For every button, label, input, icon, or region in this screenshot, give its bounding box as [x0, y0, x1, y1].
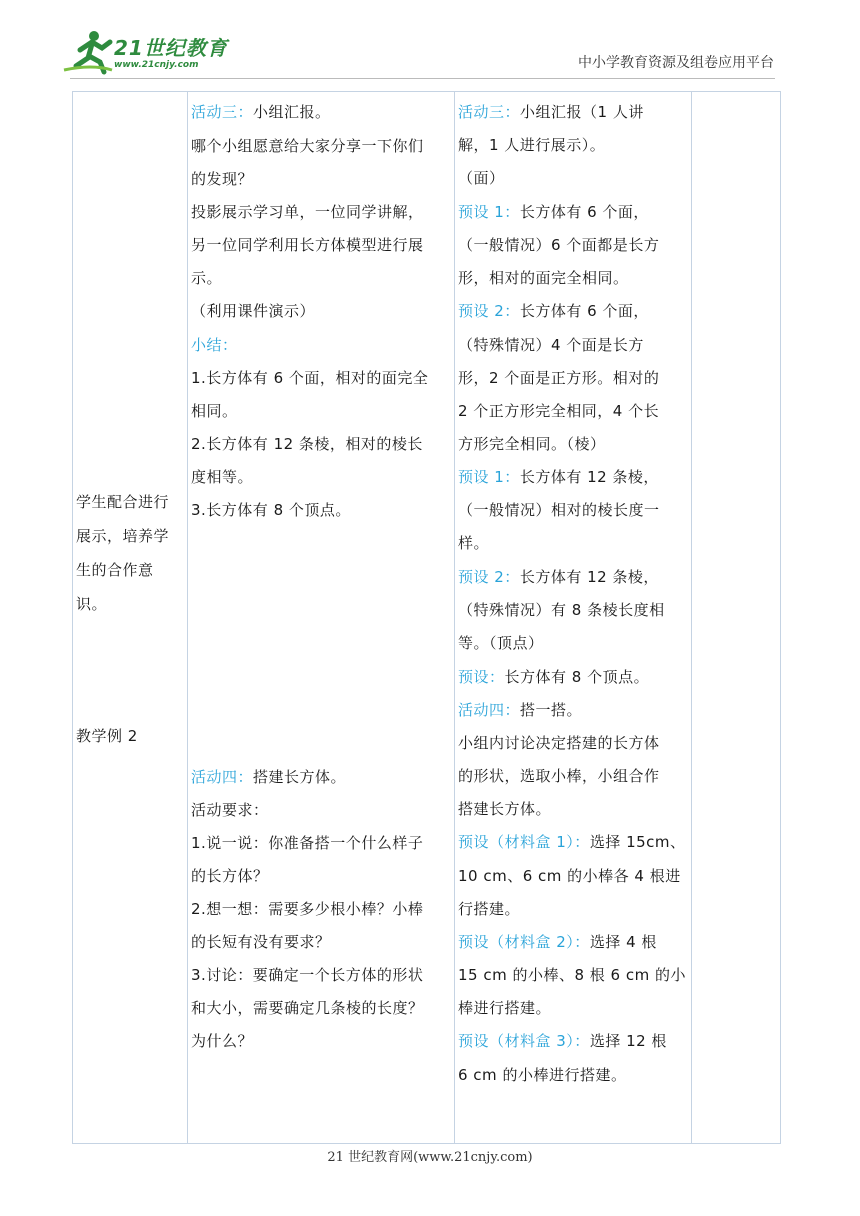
empty-cell — [692, 92, 781, 1144]
teacher-line: 2.长方体有 12 条棱，相对的棱长 — [191, 435, 423, 453]
material-line: 预设（材料盒 3）：选择 12 根 — [458, 1032, 667, 1050]
page-footer: 21 世纪教育网(www.21cnjy.com) — [327, 1150, 533, 1165]
logo-url: www.21cnjy.com — [114, 60, 199, 70]
student-line: 形，2 个面是正方形。相对的 — [458, 369, 660, 387]
student-line: 搭建长方体。 — [458, 800, 552, 818]
student-line: （特殊情况）有 8 条棱长度相 — [458, 601, 665, 619]
teacher-line: 投影展示学习单，一位同学讲解， — [191, 203, 424, 221]
preset-label: 预设： — [458, 668, 505, 686]
summary-label: 小结： — [191, 336, 238, 354]
intent-line: 生的合作意 — [76, 561, 154, 579]
preset-label: 预设 2： — [458, 568, 520, 586]
teacher-line: 和大小，需要确定几条棱的长度？ — [191, 999, 424, 1017]
intent-line: 识。 — [76, 595, 108, 613]
teacher-line: （利用课件演示） — [191, 302, 316, 320]
activity-label: 活动四： — [458, 701, 521, 719]
student-line: 形，相对的面完全相同。 — [458, 269, 629, 287]
teacher-line: 的发现？ — [191, 170, 254, 188]
material-line: 预设（材料盒 2）：选择 4 根 — [458, 933, 657, 951]
student-line: （一般情况）相对的棱长度一 — [458, 501, 660, 519]
student-line: （一般情况）6 个面都是长方 — [458, 236, 660, 254]
student-line: （特殊情况）4 个面是长方 — [458, 336, 644, 354]
activity-heading: 活动三：小组汇报（1 人讲 — [458, 103, 644, 121]
student-line: 解，1 人进行展示）。 — [458, 136, 606, 154]
student-line: 行搭建。 — [458, 900, 521, 918]
student-line: 棒进行搭建。 — [458, 999, 552, 1017]
student-line: （面） — [458, 169, 505, 187]
teacher-line: 2.想一想：需要多少根小棒？小棒 — [191, 900, 424, 918]
intent-line: 教学例 2 — [76, 727, 138, 745]
activity-heading: 活动三：小组汇报。 — [191, 103, 331, 121]
preset-line: 预设 2：长方体有 12 条棱， — [458, 568, 659, 586]
teacher-line: 为什么？ — [191, 1032, 254, 1050]
teacher-line: 的长方体？ — [191, 867, 269, 885]
logo-text: 21世纪教育 — [114, 36, 228, 60]
preset-line: 预设 2：长方体有 6 个面， — [458, 302, 649, 320]
student-line: 样。 — [458, 534, 490, 552]
material-line: 预设（材料盒 1）：选择 15cm、 — [458, 833, 686, 851]
teacher-line: 3.长方体有 8 个顶点。 — [191, 501, 351, 519]
preset-line: 预设 1：长方体有 12 条棱， — [458, 468, 659, 486]
lesson-table — [72, 91, 781, 1144]
teacher-line: 另一位同学利用长方体模型进行展 — [191, 236, 424, 254]
student-line: 6 cm 的小棒进行搭建。 — [458, 1066, 627, 1084]
header-divider — [70, 78, 775, 79]
preset-label: 预设 1： — [458, 203, 520, 221]
teacher-line: 相同。 — [191, 402, 238, 420]
platform-title: 中小学教育资源及组卷应用平台 — [578, 55, 774, 71]
design-intent-cell — [73, 92, 188, 1144]
activity-heading: 活动四：搭一搭。 — [458, 701, 583, 719]
teacher-line: 1.说一说：你准备搭一个什么样子 — [191, 834, 424, 852]
material-label: 预设（材料盒 3）： — [458, 1032, 590, 1050]
teacher-line: 3.讨论：要确定一个长方体的形状 — [191, 966, 424, 984]
teacher-line: 示。 — [191, 269, 223, 287]
material-label: 预设（材料盒 1）： — [458, 833, 590, 851]
student-line: 等。（顶点） — [458, 634, 544, 652]
material-label: 预设（材料盒 2）： — [458, 933, 590, 951]
student-line: 方形完全相同。（棱） — [458, 435, 606, 453]
teacher-line: 活动要求： — [191, 801, 269, 819]
teacher-line: 哪个小组愿意给大家分享一下你们 — [191, 137, 424, 155]
student-line: 15 cm 的小棒、8 根 6 cm 的小 — [458, 966, 687, 984]
student-line: 10 cm、6 cm 的小棒各 4 根进 — [458, 867, 681, 885]
teacher-line: 的长短有没有要求？ — [191, 933, 331, 951]
student-line: 2 个正方形完全相同，4 个长 — [458, 402, 660, 420]
intent-line: 学生配合进行 — [76, 493, 170, 511]
teacher-activity-cell — [188, 92, 455, 1144]
student-activity-cell — [455, 92, 692, 1144]
activity-label: 活动三： — [191, 103, 254, 121]
page-header — [0, 0, 860, 90]
student-line: 的形状，选取小棒，小组合作 — [458, 767, 660, 785]
preset-line: 预设：长方体有 8 个顶点。 — [458, 668, 650, 686]
teacher-line: 1.长方体有 6 个面，相对的面完全 — [191, 369, 429, 387]
preset-line: 预设 1：长方体有 6 个面， — [458, 203, 649, 221]
activity-heading: 活动四：搭建长方体。 — [191, 768, 347, 786]
preset-label: 预设 2： — [458, 302, 520, 320]
preset-label: 预设 1： — [458, 468, 520, 486]
intent-line: 展示，培养学 — [76, 527, 170, 545]
activity-label: 活动三： — [458, 103, 521, 121]
activity-label: 活动四： — [191, 768, 254, 786]
teacher-line: 度相等。 — [191, 468, 254, 486]
student-line: 小组内讨论决定搭建的长方体 — [458, 734, 660, 752]
